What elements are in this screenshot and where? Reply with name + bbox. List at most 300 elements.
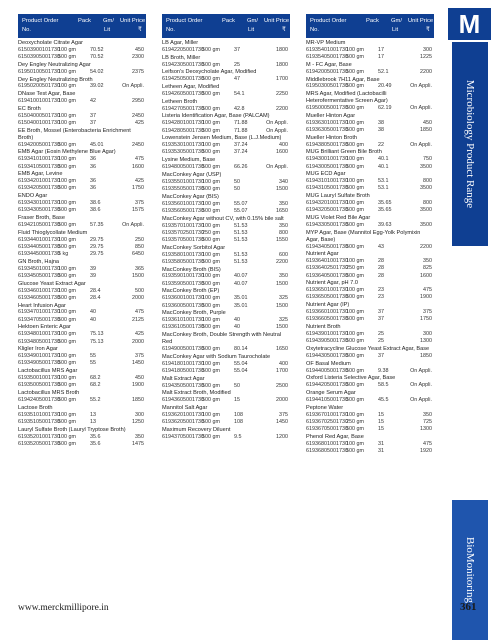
product-row xyxy=(306,353,434,360)
pack-size: 100 gm xyxy=(346,119,364,126)
product-row xyxy=(162,295,290,302)
product-row xyxy=(306,273,434,280)
pack-size: 100 gm xyxy=(202,142,220,149)
order-number: 61936801001730 xyxy=(306,440,348,447)
pack-size: 500 gm xyxy=(346,426,364,433)
product-name: GN Broth, Hajna xyxy=(18,258,60,265)
pack-size: 100 gm xyxy=(58,265,76,272)
unit-price: 1300 xyxy=(420,426,432,433)
order-number: 61936401001730 xyxy=(306,258,348,265)
product-entry xyxy=(162,288,290,309)
unit-price: 450 xyxy=(135,46,144,53)
unit-price: 2200 xyxy=(276,258,288,265)
gm-per-lit: 45.5 xyxy=(378,396,389,403)
unit-price: 1900 xyxy=(420,294,432,301)
gm-per-lit: 75.13 xyxy=(90,331,104,338)
gm-per-lit: 28 xyxy=(378,258,384,265)
unit-price: On Appli. xyxy=(410,141,432,148)
pack-size: 500 gm xyxy=(346,54,364,61)
order-number: 61934505001730 xyxy=(18,272,60,279)
unit-price: 1800 xyxy=(276,46,288,53)
order-number: 61936501001730 xyxy=(306,287,348,294)
product-row xyxy=(306,287,434,294)
pack-size: 100 gm xyxy=(58,375,76,382)
product-entry xyxy=(162,99,290,113)
product-row xyxy=(162,149,290,156)
order-number: 61935401001730 xyxy=(306,46,348,53)
unit-price: 1600 xyxy=(276,149,288,156)
unit-price: 1750 xyxy=(132,185,144,192)
gm-per-lit: 13 xyxy=(90,418,96,425)
order-number: 61936701001730 xyxy=(306,411,348,418)
pack-size: 500 gm xyxy=(202,185,220,192)
pack-size: 500 gm xyxy=(58,316,76,323)
gm-per-lit: 28 xyxy=(378,265,384,272)
product-name: Lactose Broth xyxy=(18,404,53,411)
pack-size: 500 gm xyxy=(58,418,76,425)
order-number: 61934705001730 xyxy=(18,316,60,323)
product-name: Mannitol Salt Agar xyxy=(162,405,208,412)
order-number: 61935201001730 xyxy=(18,433,60,440)
product-row xyxy=(18,47,146,54)
order-number: 61944305001730 xyxy=(306,352,348,359)
pack-size: 500 gm xyxy=(346,316,364,323)
unit-price: 1700 xyxy=(276,367,288,374)
product-name: Fluid Thioglycollate Medium xyxy=(18,229,88,236)
product-name: DNase Test Agar, Base xyxy=(18,91,76,98)
unit-price: 1500 xyxy=(276,280,288,287)
product-name: Kligler Iron Agar xyxy=(18,346,58,353)
gm-per-lit: 28.4 xyxy=(90,294,101,301)
unit-price: 800 xyxy=(423,178,432,185)
pack-size: 100 gm xyxy=(58,120,76,127)
unit-price: 300 xyxy=(423,46,432,53)
product-entry xyxy=(162,84,290,98)
unit-price: 3500 xyxy=(420,185,432,192)
unit-price: 2250 xyxy=(276,90,288,97)
pack-size: 100 gm xyxy=(202,222,220,229)
product-name: MacConkey Agar with Sodium Taurocholate xyxy=(162,353,271,360)
order-number: 61936305001730 xyxy=(306,126,348,133)
product-entry xyxy=(18,77,146,91)
unit-price: On Appli. xyxy=(266,120,288,127)
product-row xyxy=(18,309,146,316)
product-row xyxy=(18,244,146,251)
product-row xyxy=(18,382,146,389)
product-row xyxy=(162,223,290,230)
pack-size: 100 gm xyxy=(58,309,76,316)
product-row xyxy=(18,207,146,214)
gm-per-lit: 37 xyxy=(378,352,384,359)
pack-size: 500 gm xyxy=(202,302,220,309)
pack-size: 500 gm xyxy=(58,185,76,192)
product-row xyxy=(162,317,290,324)
product-row xyxy=(162,412,290,419)
pack-size: 100 gm xyxy=(346,309,364,316)
gm-per-lit: 38 xyxy=(378,119,384,126)
product-name: Nutrient Broth xyxy=(306,324,341,331)
unit-price: 1500 xyxy=(276,324,288,331)
product-row xyxy=(306,309,434,316)
pack-size: 100 gm xyxy=(202,120,220,127)
gm-per-lit: 40.07 xyxy=(234,280,248,287)
product-entry xyxy=(306,375,434,389)
product-name: Phenol Red Agar, Base xyxy=(306,433,364,440)
pack-size: 100 gm xyxy=(346,200,364,207)
order-number: 61935605001730 xyxy=(162,207,204,214)
order-number: 61936005001730 xyxy=(162,302,204,309)
gm-per-lit: 17 xyxy=(378,54,384,61)
unit-price: 1200 xyxy=(276,433,288,440)
unit-price: 1600 xyxy=(420,272,432,279)
order-number: 61936705001730 xyxy=(306,426,348,433)
product-row xyxy=(162,91,290,98)
product-name: M - FC Agar, Base xyxy=(306,61,352,68)
pack-size: 100 gm xyxy=(346,440,364,447)
pack-size: 500 gm xyxy=(346,447,364,454)
gm-per-lit: 39 xyxy=(90,272,96,279)
product-entry xyxy=(306,113,434,134)
pack-size: 500 gm xyxy=(346,83,364,90)
product-row xyxy=(306,331,434,338)
pack-size: 500 gm xyxy=(202,367,220,374)
gm-per-lit: 71.88 xyxy=(234,127,248,134)
header-lit: Lit xyxy=(104,27,111,33)
product-name: LB Agar, Miller xyxy=(162,40,199,46)
product-row xyxy=(162,259,290,266)
product-entry xyxy=(306,171,434,192)
header-gm: Gm/ xyxy=(391,18,402,24)
product-row xyxy=(162,324,290,331)
pack-size: 500 gm xyxy=(58,54,76,61)
product-entry xyxy=(18,40,146,61)
unit-price: 6450 xyxy=(132,251,144,257)
product-name: EMB Agar, Levine xyxy=(18,171,63,178)
product-entry xyxy=(162,55,290,69)
product-entry xyxy=(162,216,290,244)
order-number: 61942805001730 xyxy=(162,127,204,134)
pack-size: 500 gm xyxy=(346,382,364,389)
product-entry xyxy=(306,280,434,301)
product-row xyxy=(18,237,146,244)
header-product-order: Product Order xyxy=(22,18,59,24)
product-row xyxy=(162,120,290,127)
product-entry xyxy=(162,157,290,171)
gm-per-lit: 40 xyxy=(90,309,96,316)
pack-size: 500 gm xyxy=(346,105,364,112)
order-number: 61935301001730 xyxy=(162,142,204,149)
order-number: 61949005001730 xyxy=(162,346,204,352)
product-row xyxy=(306,412,434,419)
header-currency: ₹ xyxy=(282,27,286,33)
gm-per-lit: 37 xyxy=(378,309,384,316)
product-entry xyxy=(18,368,146,389)
product-row xyxy=(306,244,434,251)
product-entry xyxy=(18,259,146,280)
order-number: 61934801001730 xyxy=(18,331,60,338)
product-row xyxy=(18,360,146,367)
gm-per-lit: 58.5 xyxy=(378,382,389,389)
order-number: 61936101001730 xyxy=(162,317,204,324)
header-lit: Lit xyxy=(392,27,399,33)
gm-per-lit: 35.01 xyxy=(234,295,248,302)
product-row xyxy=(18,113,146,120)
unit-price: On Appli. xyxy=(410,367,432,374)
order-number: 61936301001730 xyxy=(306,119,348,126)
order-number: 61943705001730 xyxy=(162,433,204,440)
header-gm: Gm/ xyxy=(247,18,258,24)
product-name: MacConkey Agar (BIS) xyxy=(162,193,219,200)
product-name: MacConkey Agar without CV, with 0.15% bile salt xyxy=(162,215,284,222)
gm-per-lit: 54.02 xyxy=(90,68,104,75)
unit-price: 475 xyxy=(135,156,144,163)
order-number: 61944205001730 xyxy=(306,382,348,389)
gm-per-lit: 23 xyxy=(378,287,384,294)
gm-per-lit: 52.1 xyxy=(378,68,389,75)
product-row xyxy=(162,47,290,54)
order-number: 61941801001730 xyxy=(162,360,204,367)
product-name: MacConkey Agar (USP) xyxy=(162,171,222,178)
product-row xyxy=(162,179,290,186)
gm-per-lit: 43 xyxy=(378,243,384,250)
product-row xyxy=(18,288,146,295)
product-name: Middlebrook 7H11 Agar, Base xyxy=(306,76,380,83)
product-row xyxy=(18,178,146,185)
order-number: 61942005001730 xyxy=(18,141,60,148)
unit-price: 2300 xyxy=(132,54,144,61)
product-name: Malt Extract Agar xyxy=(162,375,205,382)
gm-per-lit: 42 xyxy=(90,98,96,105)
product-name: Deoxycholate Citrate Agar xyxy=(18,40,83,46)
order-number: 61935405001730 xyxy=(306,54,348,61)
unit-price: 725 xyxy=(423,418,432,425)
unit-price: 1900 xyxy=(132,382,144,389)
product-list xyxy=(162,38,290,441)
unit-price: 475 xyxy=(423,287,432,294)
pack-size: 500 gm xyxy=(346,68,364,75)
unit-price: 1850 xyxy=(132,396,144,403)
product-row xyxy=(162,62,290,69)
product-row xyxy=(306,164,434,171)
gm-per-lit: 9.5 xyxy=(234,433,242,440)
pack-size: 500 gm xyxy=(346,294,364,301)
unit-price: 1575 xyxy=(132,207,144,214)
catalog-columns xyxy=(0,14,491,584)
product-row xyxy=(306,127,434,134)
pack-size: 500 gm xyxy=(58,294,76,301)
pack-size: 500 gm xyxy=(202,127,220,134)
product-row xyxy=(18,200,146,207)
pack-size: 100 gm xyxy=(202,178,220,185)
unit-price: On Appli. xyxy=(410,382,432,389)
gm-per-lit: 40.07 xyxy=(234,273,248,280)
pack-size: 100 gm xyxy=(202,317,220,324)
product-row xyxy=(306,142,434,149)
header-product-order: Product Order xyxy=(310,18,347,24)
order-number: 61943405001730 xyxy=(306,243,348,250)
product-name: MacConkey Broth, Purple xyxy=(162,310,226,317)
order-number: 61934701001730 xyxy=(18,309,60,316)
unit-price: 2450 xyxy=(132,112,144,119)
product-entry xyxy=(18,62,146,76)
product-row xyxy=(162,397,290,404)
header-no: No. xyxy=(310,27,320,33)
order-number: 61936505001730 xyxy=(306,294,348,301)
pack-size: 500 gm xyxy=(346,207,364,214)
unit-price: 375 xyxy=(423,309,432,316)
product-entry xyxy=(306,62,434,76)
gm-per-lit: 37.24 xyxy=(234,149,248,156)
footer-url[interactable]: www.merckmillipore.in xyxy=(18,603,109,613)
merck-logo: M xyxy=(448,8,491,40)
product-row xyxy=(18,397,146,404)
pack-size: 100 gm xyxy=(58,287,76,294)
gm-per-lit: 55.07 xyxy=(234,207,248,214)
product-entry xyxy=(162,40,290,54)
gm-per-lit: 51.53 xyxy=(234,258,248,265)
unit-price: 600 xyxy=(279,251,288,258)
product-row xyxy=(306,265,434,272)
product-entry xyxy=(18,128,146,149)
pack-size: 500 gm xyxy=(58,221,76,228)
order-number: 61935001001730 xyxy=(18,375,60,382)
product-row xyxy=(162,434,290,441)
gm-per-lit: 75.13 xyxy=(90,338,104,345)
pack-size: 100 gm xyxy=(58,200,76,207)
product-row xyxy=(18,266,146,273)
gm-per-lit: 66.26 xyxy=(234,164,248,171)
order-number: 61934450001730 xyxy=(18,251,60,257)
product-name: Hektoen Enteric Agar xyxy=(18,324,71,331)
gm-per-lit: 29.75 xyxy=(90,236,104,243)
pack-size: 100 gm xyxy=(58,46,76,53)
pack-size: 500 gm xyxy=(202,324,220,331)
order-number: 61935101001730 xyxy=(18,411,60,418)
pack-size: 500 gm xyxy=(346,338,364,345)
product-name: Letheen Agar, Modified xyxy=(162,84,220,91)
product-name: Listeria Identification Agar, Base (PALCAM) xyxy=(162,113,270,120)
unit-price: On Appli. xyxy=(122,221,144,228)
product-name: MUG Brilliant Green Bile Broth xyxy=(306,149,382,156)
order-number: 61934405001730 xyxy=(18,243,60,250)
product-row xyxy=(162,208,290,215)
unit-price: On Appli. xyxy=(122,83,144,90)
product-row xyxy=(18,156,146,163)
product-entry xyxy=(306,324,434,345)
gm-per-lit: 53.1 xyxy=(378,185,389,192)
product-row xyxy=(162,76,290,83)
pack-size: 500 gm xyxy=(202,164,220,171)
unit-price: 1500 xyxy=(276,185,288,192)
product-row xyxy=(162,237,290,244)
unit-price: 1920 xyxy=(420,447,432,454)
order-number: 61935005001730 xyxy=(18,382,60,389)
header-pack: Pack xyxy=(366,18,379,24)
header-pack: Pack xyxy=(78,18,91,24)
product-entry xyxy=(18,149,146,170)
side-tab-product-range xyxy=(452,42,488,246)
gm-per-lit: 38.6 xyxy=(90,207,101,214)
order-number: 61950200501730 xyxy=(18,83,60,90)
order-number: 61934901001730 xyxy=(18,353,60,360)
pack-size: 500 gm xyxy=(58,382,76,389)
product-row xyxy=(18,412,146,419)
gm-per-lit: 55 xyxy=(90,353,96,360)
unit-price: 2950 xyxy=(132,98,144,105)
order-number: 61944005001730 xyxy=(306,367,348,374)
gm-per-lit: 40.1 xyxy=(378,163,389,170)
pack-size: 500 gm xyxy=(346,243,364,250)
product-row xyxy=(306,222,434,229)
order-number: 61934605001730 xyxy=(18,294,60,301)
product-entry xyxy=(306,193,434,214)
unit-price: 1475 xyxy=(132,440,144,447)
unit-price: 750 xyxy=(423,156,432,163)
gm-per-lit: 37 xyxy=(90,120,96,127)
product-row xyxy=(18,419,146,426)
gm-per-lit: 55.2 xyxy=(90,396,101,403)
unit-price: 350 xyxy=(135,433,144,440)
product-name: MUG Lauryl Sulfate Broth xyxy=(306,193,370,200)
order-number: 61936702501730 xyxy=(306,418,348,425)
pack-size: 500 gm xyxy=(346,141,364,148)
product-entry xyxy=(18,303,146,324)
unit-price: 450 xyxy=(135,375,144,382)
order-number: 61943605001730 xyxy=(162,397,204,404)
product-list xyxy=(306,38,434,455)
product-row xyxy=(18,222,146,229)
gm-per-lit: 9.38 xyxy=(378,367,389,374)
product-entry xyxy=(162,332,290,353)
product-name: MacConkey Broth (BIS) xyxy=(162,266,221,273)
gm-per-lit: 29.75 xyxy=(90,243,104,250)
column-header xyxy=(162,14,290,38)
unit-price: On Appli. xyxy=(266,127,288,134)
pack-size: 100 gm xyxy=(58,156,76,163)
unit-price: 800 xyxy=(423,200,432,207)
product-row xyxy=(162,361,290,368)
pack-size: 500 gm xyxy=(202,76,220,83)
pack-size: 250 gm xyxy=(346,418,364,425)
product-name: Lactobacillus MRS Agar xyxy=(18,368,78,375)
order-number: 61942005001730 xyxy=(306,68,348,75)
header-currency: ₹ xyxy=(426,27,430,33)
product-entry xyxy=(306,251,434,279)
order-number: 61943101001730 xyxy=(306,178,348,185)
order-number: 61935505001730 xyxy=(162,185,204,192)
unit-price: 350 xyxy=(279,273,288,280)
product-name: Letheen Broth xyxy=(162,98,198,105)
product-entry xyxy=(162,135,290,156)
product-row xyxy=(162,106,290,113)
product-row xyxy=(18,273,146,280)
unit-price: 350 xyxy=(423,258,432,265)
unit-price: 300 xyxy=(423,331,432,338)
order-number: 61935805001730 xyxy=(162,258,204,265)
product-row xyxy=(18,295,146,302)
header-currency: ₹ xyxy=(138,27,142,33)
pack-size: 500 gm xyxy=(346,185,364,192)
pack-size: 250 gm xyxy=(202,229,220,236)
pack-size: 500 gm xyxy=(202,90,220,97)
order-number: 61934101001730 xyxy=(18,156,60,163)
product-name: Maximum Recovery Diluent xyxy=(162,426,231,433)
order-number: 61941805001730 xyxy=(162,367,204,374)
gm-per-lit: 50 xyxy=(234,178,240,185)
product-row xyxy=(18,441,146,448)
gm-per-lit: 54.1 xyxy=(234,90,245,97)
gm-per-lit: 47 xyxy=(234,76,240,83)
